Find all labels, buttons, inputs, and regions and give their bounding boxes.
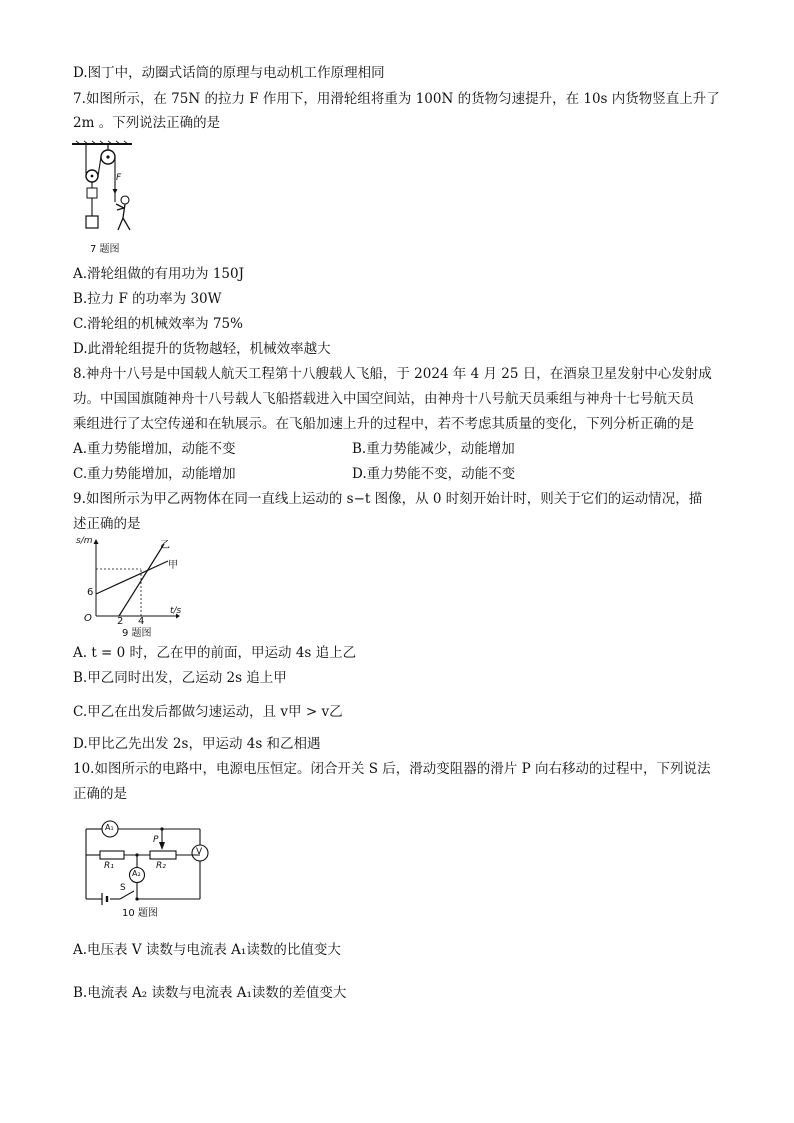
q9-origin-label: O: [84, 613, 92, 624]
q10-resistor-r2-label: R₂: [156, 861, 166, 871]
q8-option-b: B.重力势能减少，动能增加: [352, 441, 515, 457]
q10-circuit-figure: [80, 815, 212, 917]
q10-figure-caption: 10 题图: [122, 908, 158, 919]
q9-x-tick-4: 4: [138, 616, 145, 627]
q9-figure-caption: 9 题图: [122, 628, 152, 639]
q7-pulley-figure: [70, 140, 160, 258]
q10-ammeter-a2-label: A₂: [132, 869, 141, 878]
q7-option-a: A.滑轮组做的有用功为 150J: [73, 266, 245, 282]
q7-option-d: D.此滑轮组提升的货物越轻，机械效率越大: [73, 341, 331, 357]
q7-option-b: B.拉力 F 的功率为 30W: [73, 291, 222, 307]
q9-y-tick-6: 6: [87, 587, 94, 598]
q7-stem-line1: 7.如图所示，在 75N 的拉力 F 作用下，用滑轮组将重为 100N 的货物匀速提升，在 10s 内货物竖直上升了: [73, 91, 720, 107]
q10-ammeter-a1-label: A₁: [105, 823, 114, 832]
q9-option-a: A. t = 0 时，乙在甲的前面，甲运动 4s 追上乙: [73, 645, 357, 661]
q10-stem-line2: 正确的是: [73, 786, 127, 802]
q7-force-label: F: [116, 173, 122, 183]
q9-option-b: B.甲乙同时出发，乙运动 2s 追上甲: [73, 670, 287, 686]
q7-option-c: C.滑轮组的机械效率为 75%: [73, 316, 243, 332]
q8-option-d: D.重力势能不变，动能不变: [352, 466, 516, 482]
q10-slider-p-label: P: [153, 835, 159, 845]
q8-option-a: A.重力势能增加，动能不变: [73, 441, 236, 457]
q10-resistor-r1-label: R₁: [104, 861, 114, 871]
q10-voltmeter-label: V: [196, 847, 203, 857]
q10-option-b: B.电流表 A₂ 读数与电流表 A₁读数的差值变大: [73, 985, 347, 1001]
q7-stem-line2: 2m 。下列说法正确的是: [73, 115, 221, 131]
q8-stem-line3: 乘组进行了太空传递和在轨展示。在飞船加速上升的过程中，若不考虑其质量的变化，下列分析正确的是: [73, 416, 694, 432]
q9-option-d: D.甲比乙先出发 2s，甲运动 4s 和乙相遇: [73, 736, 321, 752]
q10-stem-line1: 10.如图所示的电路中，电源电压恒定。闭合开关 S 后，滑动变阻器的滑片 P 向右移动的过程中，下列说法: [73, 761, 711, 777]
q8-stem-line1: 8.神舟十八号是中国载人航天工程第十八艘载人飞船，于 2024 年 4 月 25 日，在酒泉卫星发射中心发射成: [73, 366, 712, 382]
q6-option-d: D.图丁中，动圈式话筒的原理与电动机工作原理相同: [73, 65, 385, 81]
q9-st-graph: [76, 536, 186, 638]
q10-switch-label: S: [120, 883, 126, 893]
q9-line-jia-label: 甲: [168, 560, 178, 571]
q9-y-label: s/m: [76, 536, 93, 546]
q9-option-c: C.甲乙在出发后都做匀速运动，且 v甲 > v乙: [73, 704, 343, 720]
q10-option-a: A.电压表 V 读数与电流表 A₁读数的比值变大: [73, 942, 341, 958]
q9-stem-line2: 述正确的是: [73, 516, 141, 532]
q9-stem-line1: 9.如图所示为甲乙两物体在同一直线上运动的 s−t 图像，从 0 时刻开始计时，则关于它们的运动情况，描: [73, 491, 703, 507]
q7-figure-caption: 7 题图: [90, 244, 120, 255]
q8-option-c: C.重力势能增加，动能增加: [73, 466, 236, 482]
q9-x-tick-2: 2: [117, 616, 124, 627]
q9-line-yi-label: 乙: [160, 540, 170, 551]
q8-stem-line2: 功。中国国旗随神舟十八号载人飞船搭载进入中国空间站，由神舟十八号航天员乘组与神舟十七号航天员: [73, 391, 694, 407]
q9-x-label: t/s: [170, 606, 182, 616]
